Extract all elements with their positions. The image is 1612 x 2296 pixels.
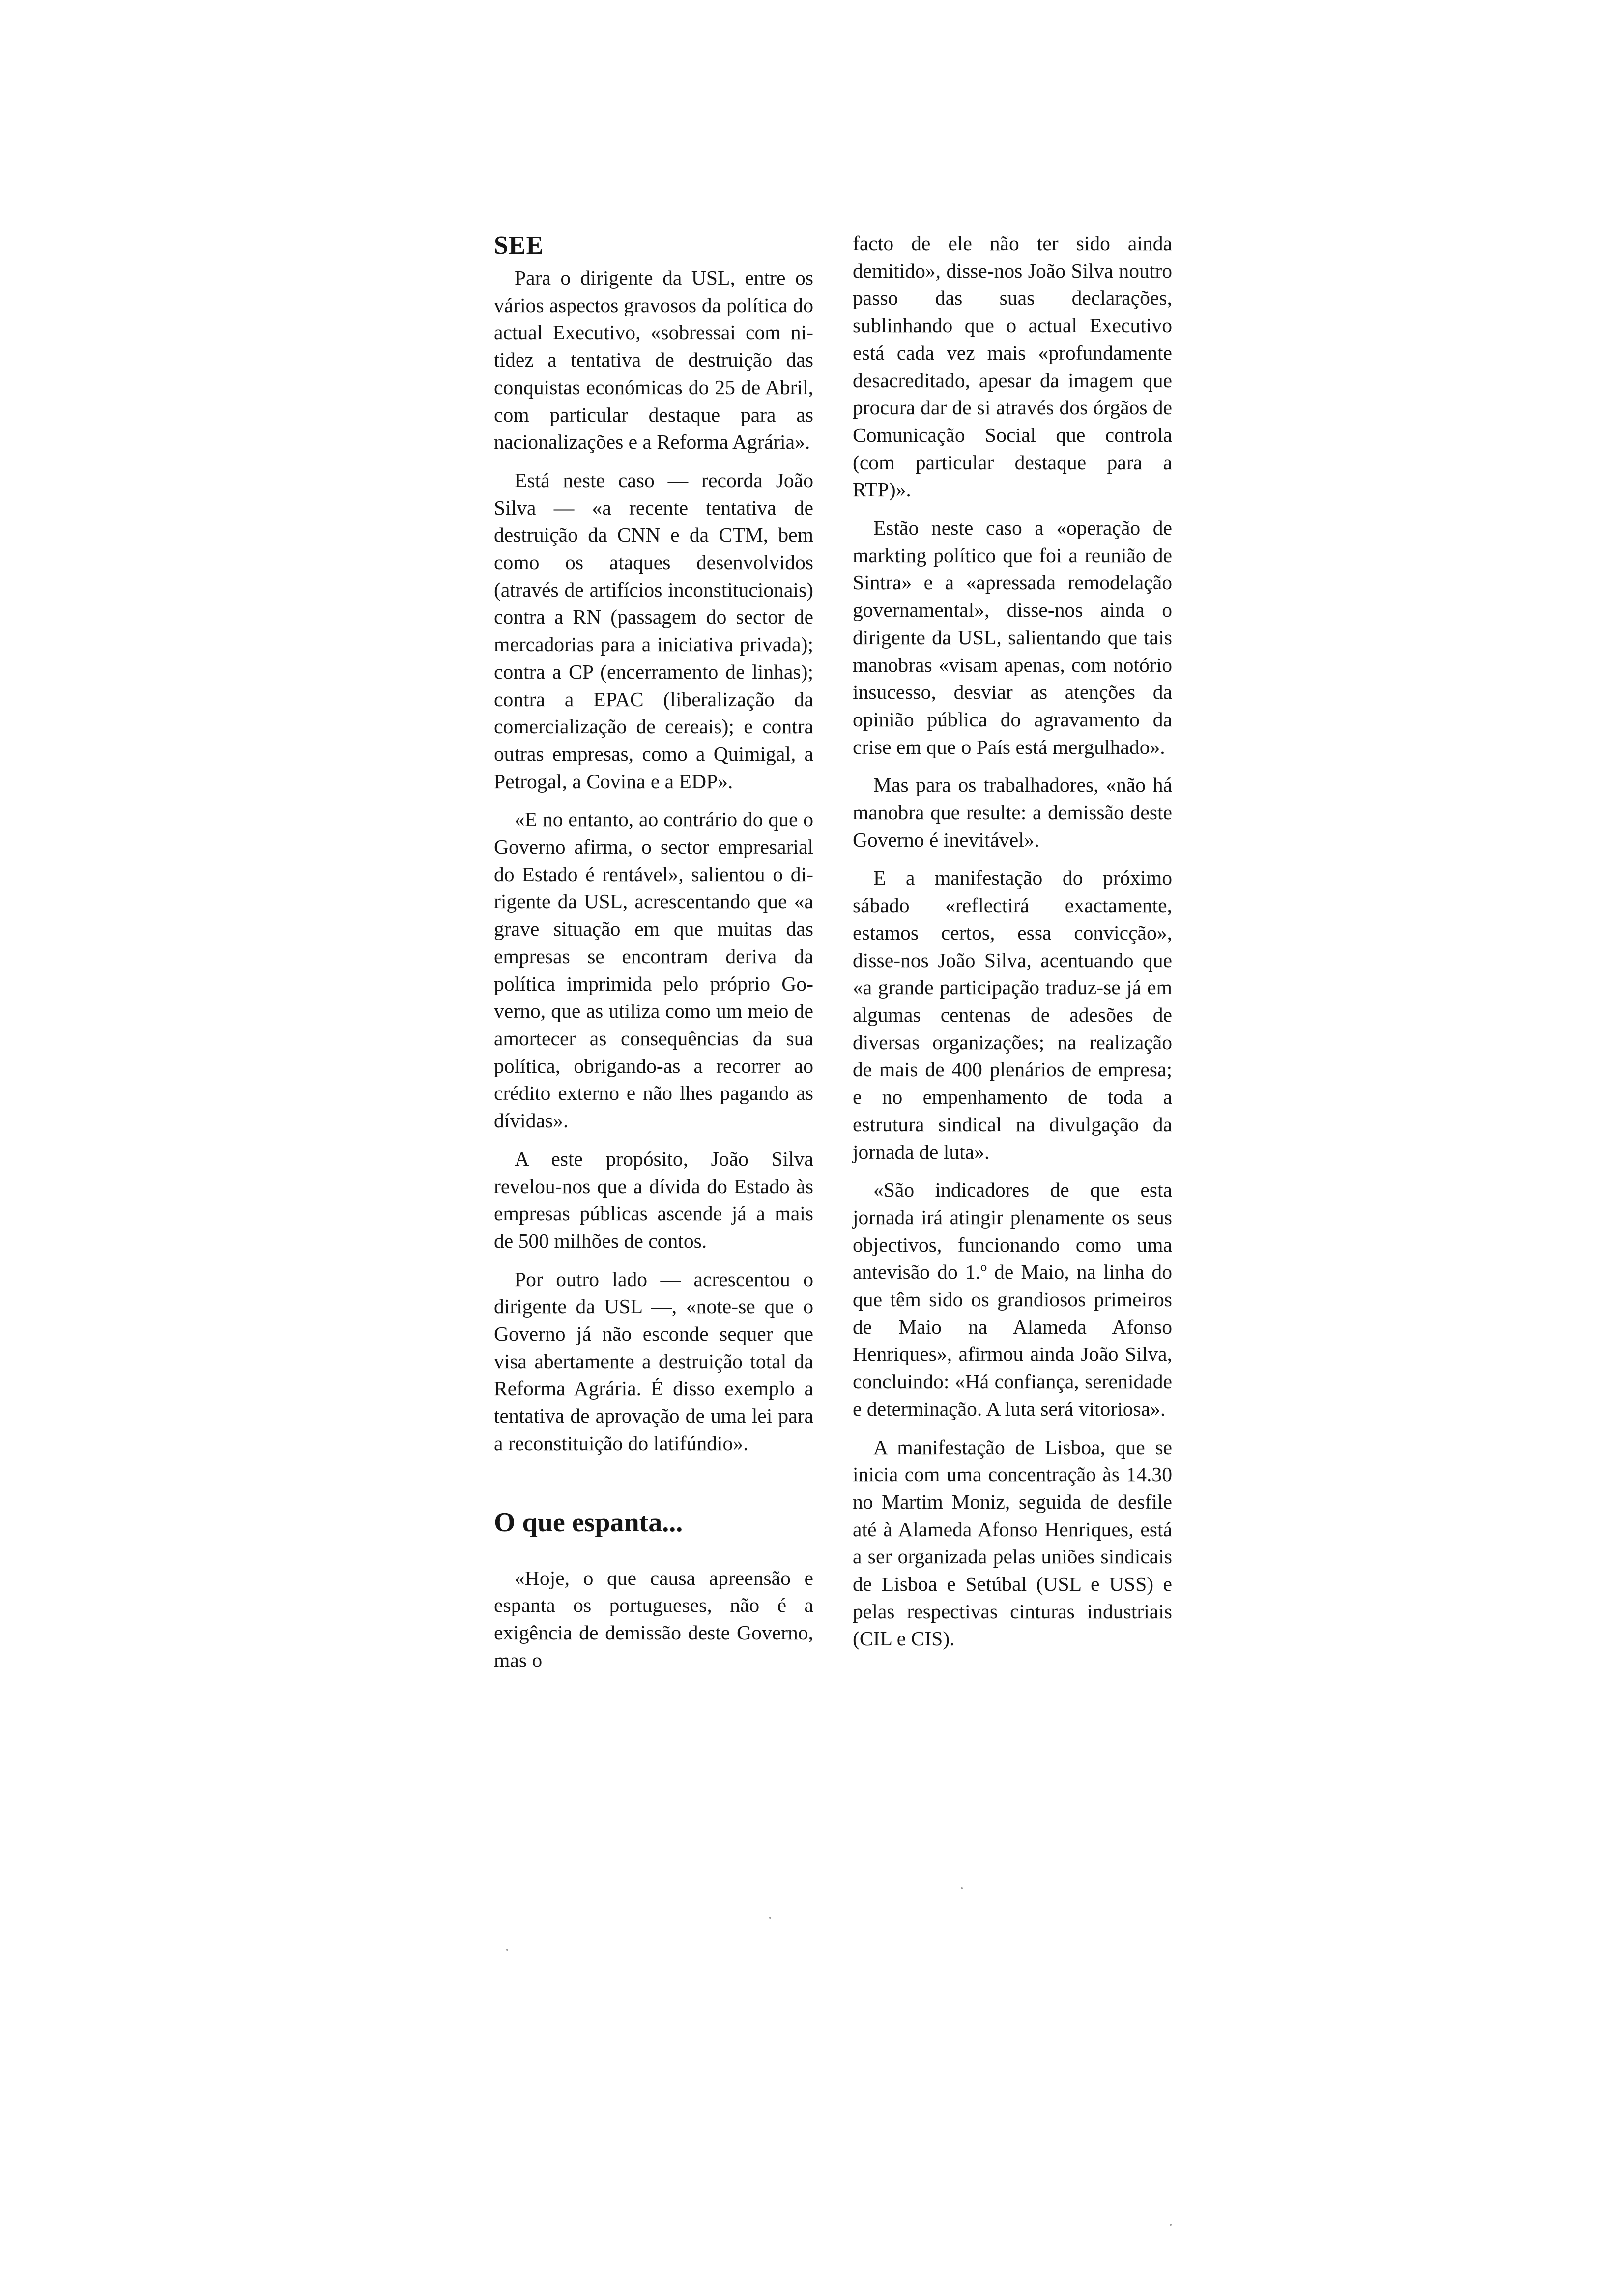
article-paragraph: Está neste caso — recorda João Silva — «a recente tentativa de destruição da CNN e da CTM, bem como os ataques desenvolvidos (através de artifícios inconstitucionais) contra a RN (passagem do sector de mercadorias para a iniciativa privada); contra a CP (encerramento de linhas); contra a EPAC (liberalização da comercialização de cereais); e contra outras empresas, como a Quimigal, a Petrogal, a Covina e a EDP». <box>494 468 813 793</box>
section-title: SEE <box>494 231 544 259</box>
article-paragraph-continuation: facto de ele não ter sido ainda demitido», disse-nos João Silva noutro passo das suas declarações, sublinhando que o actual Executivo está cada vez mais «profundamente desacreditado, apesar da imagem que procura dar de si através dos órgãos de Comunicação Social que controla (com particular destaque para a RTP)». <box>853 232 1172 501</box>
article-column-left <box>494 230 813 1685</box>
scan-speck <box>961 1887 963 1889</box>
article-paragraph: Estão neste caso a «operação de markting político que foi a reunião de Sintra» e a «apressada remodelação governamental», disse-nos ainda o dirigente da USL, salientando que tais manobras «visam apenas, com notório insucesso, desviar as atenções da opinião pública do agravamento da crise em que o País está mergulhado». <box>853 517 1172 758</box>
article-column-right <box>853 230 1172 1664</box>
article-paragraph: Mas para os trabalhadores, «não há manobra que resulte: a demissão deste Governo é inevitável». <box>853 774 1172 851</box>
scan-speck <box>769 1917 771 1919</box>
article-paragraph: «São indicadores de que esta jornada irá atingir plenamente os seus objectivos, funcionando como uma antevisão do 1.º de Maio, na linha do que têm sido os grandiosos primeiros de Maio na Alameda Afonso Henriques», afirmou ainda João Silva, concluindo: «Há confiança, serenidade e determinação. A luta será vitoriosa». <box>853 1178 1172 1420</box>
article-paragraph: Por outro lado — acrescentou o dirigente da USL —, «note-se que o Governo já não esconde sequer que visa abertamente a destruição total da Reforma Agrária. É disso exemplo a tentativa de aprovação de uma lei para a reconstituição do latifúndio». <box>494 1267 813 1455</box>
subheading: O que espanta... <box>494 1507 683 1538</box>
article-paragraph: A este propósito, João Silva revelou-nos que a dívida do Estado às empresas públicas ascende já a mais de 500 milhões de contos. <box>494 1147 813 1252</box>
scan-speck <box>1170 2224 1172 2226</box>
article-paragraph: «Hoje, o que causa apreensão e espanta os portugueses, não é a exigência de demissão deste Governo, mas o <box>494 1566 813 1671</box>
scan-speck <box>506 1949 508 1951</box>
article-paragraph: A manifestação de Lisboa, que se inicia com uma concentração às 14.30 no Martim Moniz, seguida de desfile até à Alameda Afonso Henriques, está a ser organizada pelas uniões sindicais de Lisboa e Setúbal (USL e USS) e pelas respectivas cinturas industriais (CIL e CIS). <box>853 1435 1172 1650</box>
article-paragraph: «E no entanto, ao contrário do que o Governo afirma, o sector empresarial do Estado é rentável», salientou o dirigente da USL, acrescentando que «a grave situação em que muitas das empresas se encontram deriva da política imprimida pelo próprio Governo, que as utiliza como um meio de amortecer as consequências da sua política, obrigando-as a recorrer ao crédito externo e não lhes pagando as dívidas». <box>494 808 813 1132</box>
article-paragraph: Para o dirigente da USL, entre os vários aspectos gravosos da política do actual Executivo, «sobressai com nitidez a tentativa de destruição das conquistas económicas do 25 de Abril, com particular destaque para as nacionalizações e a Reforma Agrária». <box>494 266 813 454</box>
article-paragraph: E a manifestação do próximo sábado «reflectirá exactamente, estamos certos, essa convicção», disse-nos João Silva, acentuando que «a grande participação traduz-se já em algumas centenas de adesões de diversas organizações; na realização de mais de 400 plenários de empresa; e no empenhamento de toda a estrutura sindical na divulgação da jornada de luta». <box>853 866 1172 1163</box>
